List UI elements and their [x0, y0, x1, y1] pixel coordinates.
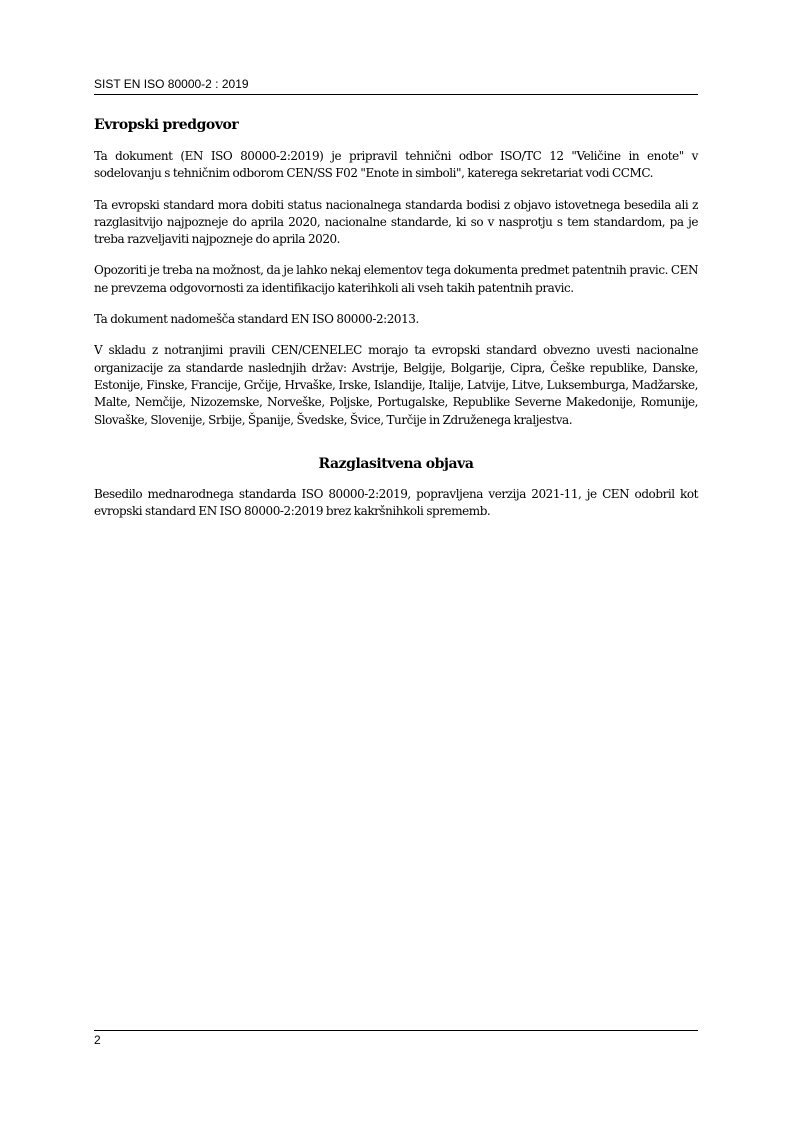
paragraph: Opozoriti je treba na možnost, da je lahko nekaj elementov tega dokumenta predmet patentnih pravic. CEN ne prevzema odgovornosti za identifikacijo katerihkoli ali vseh takih patentnih pravic.: [94, 263, 698, 295]
section-title-razglasitvena-objava: Razglasitvena objava: [318, 455, 474, 472]
page-header: [94, 77, 698, 95]
page-number: 2: [94, 1033, 101, 1047]
paragraph: Ta dokument (EN ISO 80000-2:2019) je pripravil tehnični odbor ISO/TC 12 "Veličine in enote" v sodelovanju s tehničnim odborom CEN/SS F02 "Enote in simboli", katerega sekretariat vodi CCMC.: [94, 149, 698, 181]
document-id: SIST EN ISO 80000-2 : 2019: [94, 77, 249, 91]
page-footer: [94, 1030, 698, 1047]
paragraph: Ta dokument nadomešča standard EN ISO 80000-2:2013.: [94, 312, 419, 327]
paragraph: Besedilo mednarodnega standarda ISO 80000-2:2019, popravljena verzija 2021-11, je CEN odobril kot evropski standard EN ISO 80000-2:2019 brez kakršnihkoli sprememb.: [94, 486, 698, 519]
paragraph: V skladu z notranjimi pravili CEN/CENELEC morajo ta evropski standard obvezno uvesti nacionalne organizacije za standarde naslednjih držav: Avstrije, Belgije, Bolgarije, Cipra, Češke republike, Danske, Estonije, Finske, Francije, Grčije, Hrvaške, Irske, Islandije, Italije, Latvije, Litve, Luksemburga, Madžarske, Malte, Nemčije, Nizozemske, Norveške, Poljske, Portugalske, Republike Severne Makedonije, Romunije, Slovaške, Slovenije, Srbije, Španije, Švedske, Švice, Turčije in Združenega kraljestva.: [94, 343, 698, 427]
section-title-evropski-predgovor: Evropski predgovor: [94, 117, 239, 133]
page-content: [94, 116, 698, 534]
paragraph: Ta evropski standard mora dobiti status nacionalnega standarda bodisi z objavo istovetnega besedila ali z razglasitvijo najpozneje do aprila 2020, nacionalne standarde, ki so v nasprotju s tem standardom, pa je treba razveljaviti najpozneje do aprila 2020.: [94, 197, 698, 247]
